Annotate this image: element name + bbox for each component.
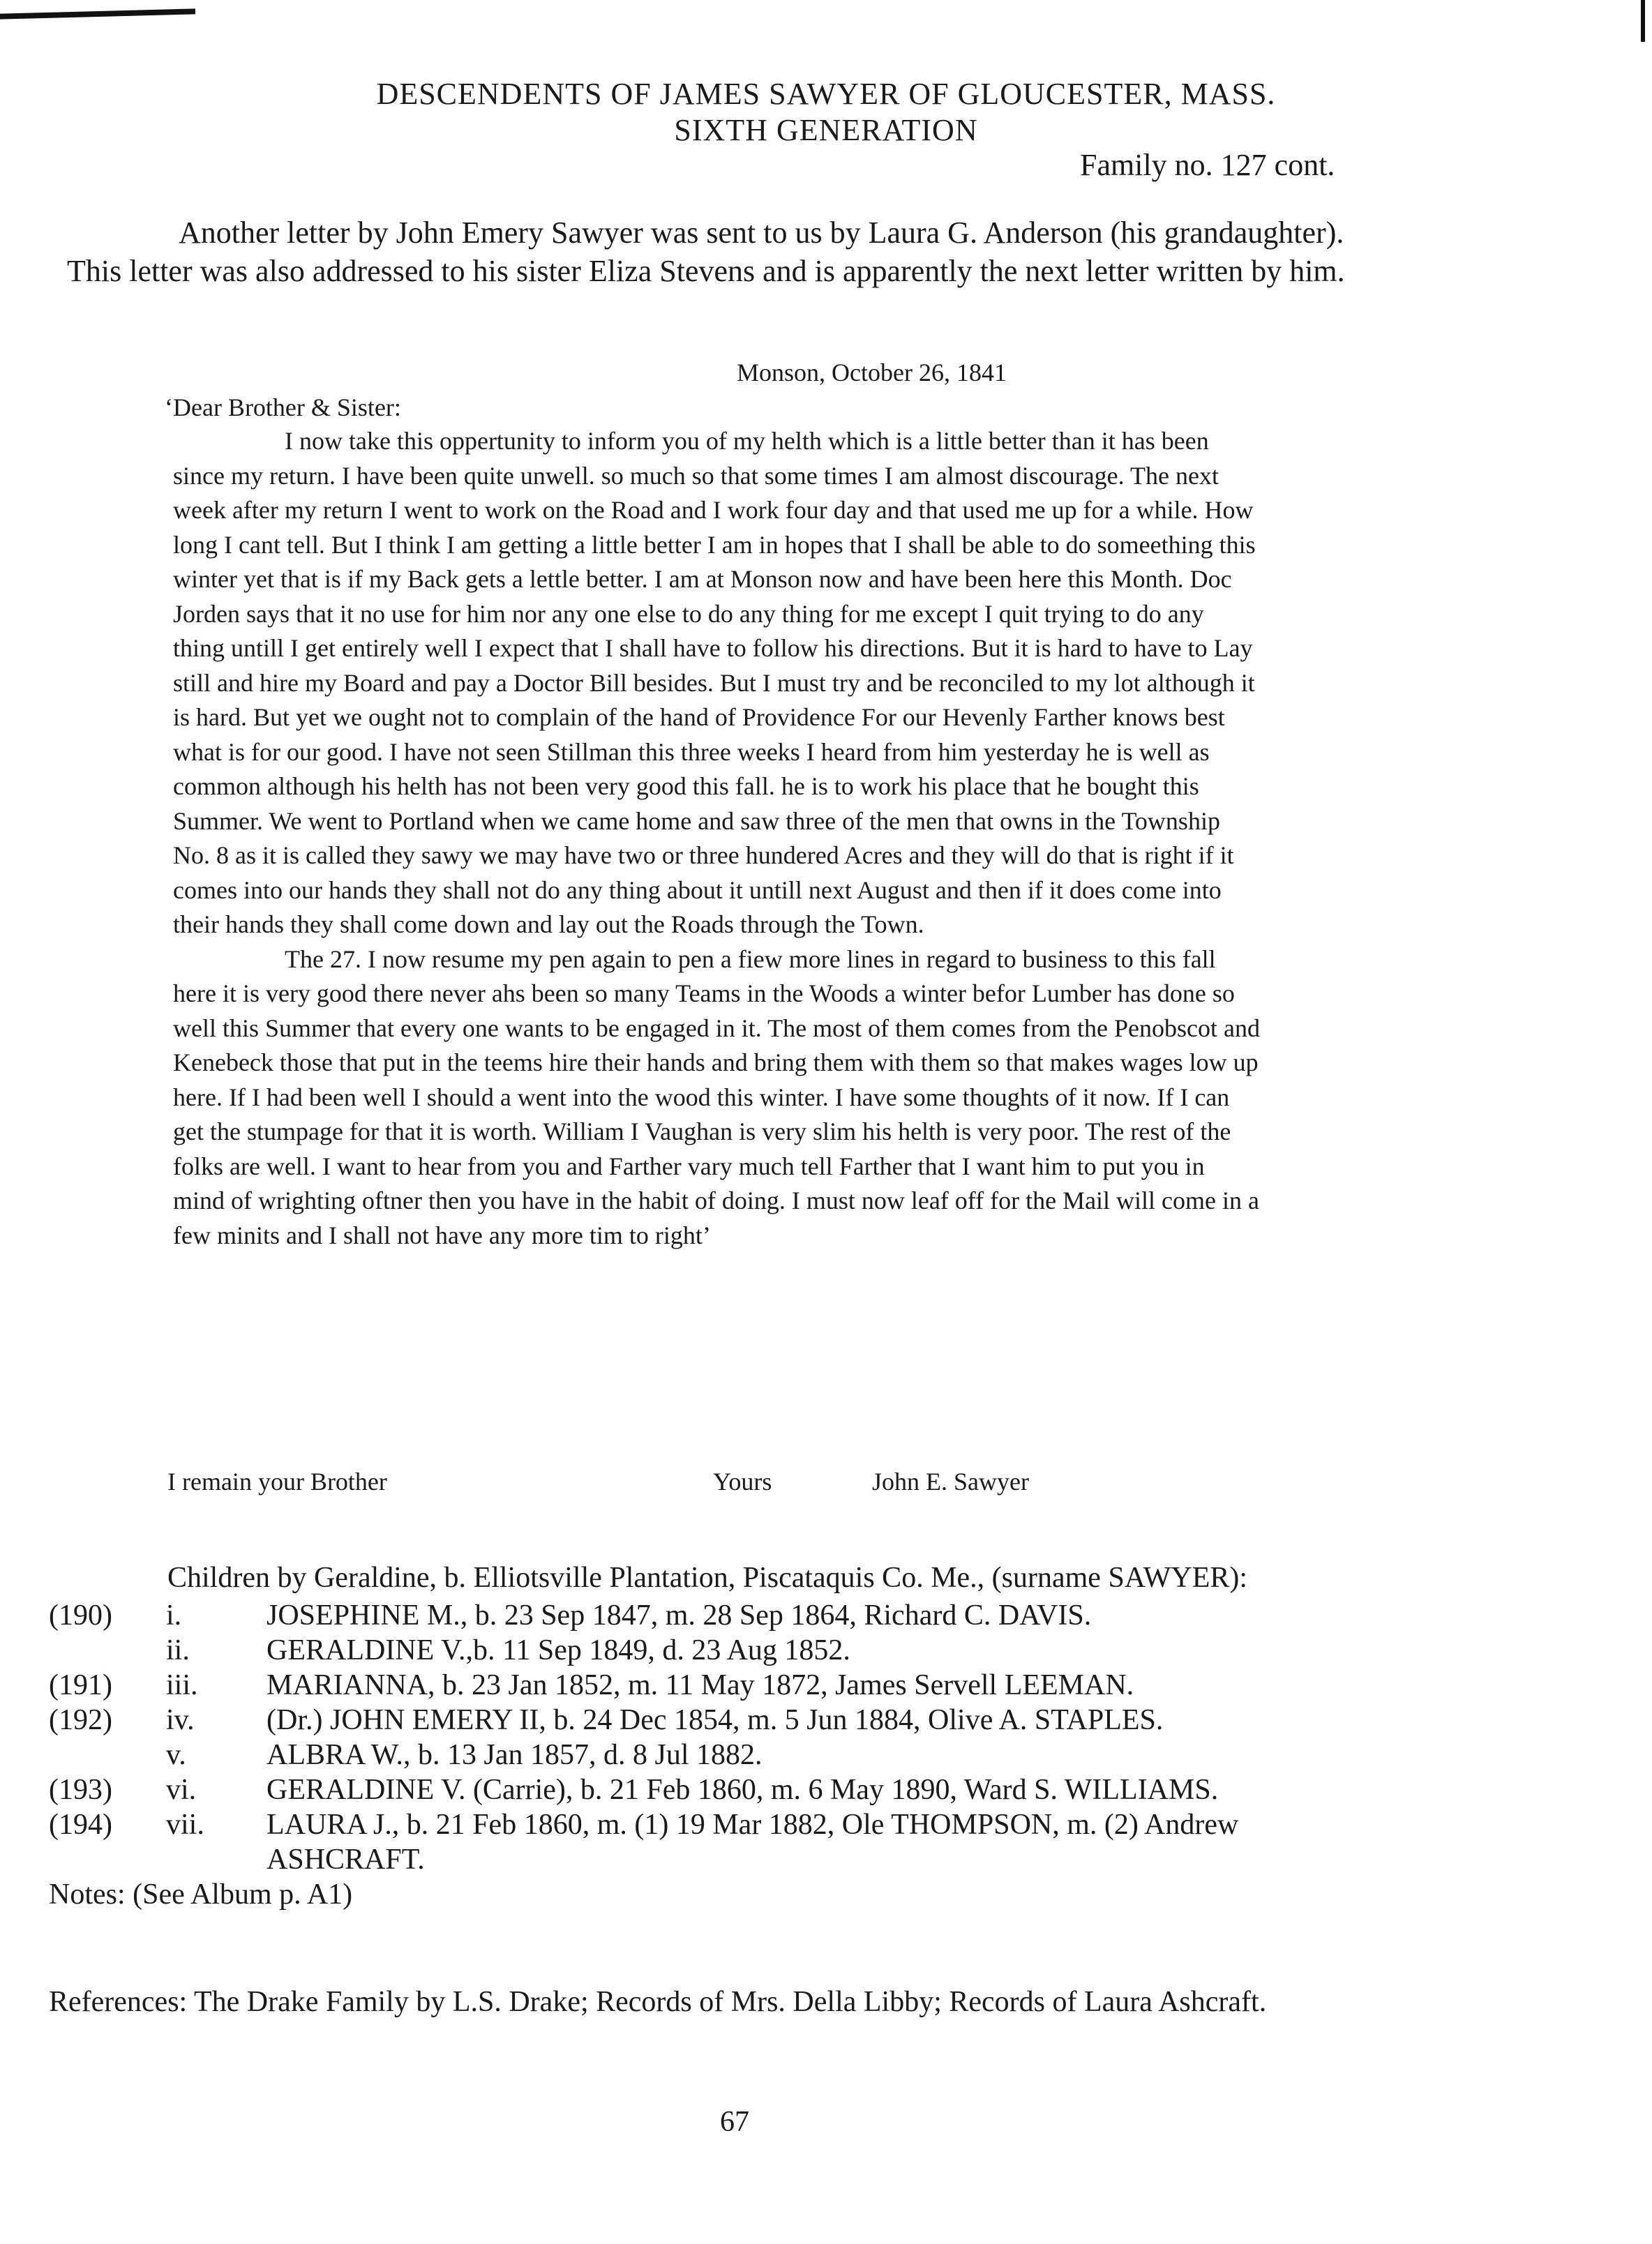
page-title-line2: SIXTH GENERATION [674, 113, 978, 147]
child-text: GERALDINE V.,b. 11 Sep 1849, d. 23 Aug 1852. [266, 1634, 850, 1666]
letter-paragraph-2: The 27. I now resume my pen again to pen a fiew more lines in regard to business to this fall here it is very good there never ahs been so many Teams in the Woods a winter befor Lumber has done so well this Summer that every one wants to be engaged in it. The most of them comes from the Penobscot and Kenebeck those that put in the teems hire their hands and bring them with them so that makes wages low up here. If I had been well I should a went into the wood this winter. I have some thoughts of it now. If I can get the stumpage for that it is worth. William I Vaughan is very slim his helth is very poor. The rest of the folks are well. I want to hear from you and Farther vary much tell Farther that I want him to put you in mind of wrighting oftner then you have in the habit of doing. I must now leaf off for the Mail will come in a few minits and I shall not have any more tim to right’ [173, 944, 1261, 1249]
family-number: Family no. 127 cont. [1080, 148, 1335, 182]
child-text: LAURA J., b. 21 Feb 1860, m. (1) 19 Mar 1882, Ole THOMPSON, m. (2) Andrew [266, 1809, 1239, 1841]
children-heading: Children by Geraldine, b. Elliotsville Plantation, Piscataquis Co. Me., (surname SAWYER): [167, 1562, 1248, 1594]
child-number: vi. [166, 1774, 197, 1806]
references: References: The Drake Family by L.S. Drake; Records of Mrs. Della Libby; Records of Laura Ashcraft. [49, 1986, 1267, 2018]
scan-mark-top-left [0, 8, 195, 19]
child-number: v. [166, 1739, 186, 1771]
child-number: ii. [166, 1634, 190, 1666]
child-text: MARIANNA, b. 23 Jan 1852, m. 11 May 1872, James Servell LEEMAN. [266, 1669, 1134, 1701]
letter-paragraph-1: I now take this oppertunity to inform you of my helth which is a little better than it has been since my return. I have been quite unwell. so much so that some times I am almost discourage. The next week after my return I went to work on the Road and I work four day and that used me up for a while. How long I cant tell. But I think I am getting a little better I am in hopes that I shall be able to do someething this winter yet that is if my Back gets a lettle better. I am at Monson now and have been here this Month. Doc Jorden says that it no use for him nor any one else to do any thing for me except I quit trying to do any thing untill I get entirely well I expect that I shall have to follow his directions. But it is hard to have to Lay still and hire my Board and pay a Doctor Bill besides. But I must try and be reconciled to my lot although it is hard. But yet we ought not to complain of the hand of Providence For our Hevenly Farther knows best what is for our good. I have not seen Stillman this three weeks I heard from him yesterday he is well as common although his helth has not been very good this fall. he is to work his place that he bought this Summer. We went to Portland when we came home and saw three of the men that owns in the Township No. 8 as it is called they sawy we may have two or three hundered Acres and they will do that is right if it comes into our hands they shall not do any thing about it untill next August and then if it does come into their hands they shall come down and lay out the Roads through the Town. [173, 427, 1256, 938]
child-text: ALBRA W., b. 13 Jan 1857, d. 8 Jul 1882. [266, 1739, 763, 1771]
child-number: i. [166, 1599, 182, 1632]
child-ref: (191) [49, 1669, 112, 1701]
letter-closing: I remain your Brother [167, 1468, 387, 1496]
letter-closing-yours: Yours [713, 1468, 772, 1496]
child-ref: (190) [49, 1599, 112, 1632]
letter-salutation: ‘Dear Brother & Sister: [165, 393, 401, 421]
child-row [49, 1599, 1584, 1634]
child-text: (Dr.) JOHN EMERY II, b. 24 Dec 1854, m. 5 Jun 1884, Olive A. STAPLES. [266, 1704, 1164, 1736]
child-ref: (193) [49, 1774, 112, 1806]
notes: Notes: (See Album p. A1) [49, 1878, 353, 1911]
child-row [49, 1738, 1584, 1773]
child-row [49, 1634, 1584, 1669]
intro-paragraph [67, 213, 1379, 290]
child-row [49, 1808, 1584, 1843]
child-number: vii. [166, 1809, 204, 1841]
letter-dateline: Monson, October 26, 1841 [737, 359, 1007, 386]
page-number: 67 [720, 2106, 749, 2138]
child-number: iv. [166, 1704, 195, 1736]
intro-text: Another letter by John Emery Sawyer was sent to us by Laura G. Anderson (his grandaughter). This letter was also addressed to his sister Eliza Stevens and is apparently the next letter written by him. [67, 216, 1345, 288]
child-row [49, 1773, 1584, 1808]
child-row [49, 1669, 1584, 1703]
letter-signature: John E. Sawyer [872, 1468, 1029, 1496]
letter-body [173, 424, 1261, 1253]
child-number: iii. [166, 1669, 198, 1701]
child-ref: (192) [49, 1704, 112, 1736]
child-continuation: ASHCRAFT. [266, 1844, 425, 1876]
child-text: JOSEPHINE M., b. 23 Sep 1847, m. 28 Sep 1864, Richard C. DAVIS. [266, 1599, 1092, 1632]
child-text: GERALDINE V. (Carrie), b. 21 Feb 1860, m. 6 May 1890, Ward S. WILLIAMS. [266, 1774, 1219, 1806]
child-row [49, 1703, 1584, 1738]
page-title-line1: DESCENDENTS OF JAMES SAWYER OF GLOUCESTER, MASS. [376, 77, 1276, 111]
scan-mark-top-right [1641, 0, 1645, 42]
child-ref: (194) [49, 1809, 112, 1841]
